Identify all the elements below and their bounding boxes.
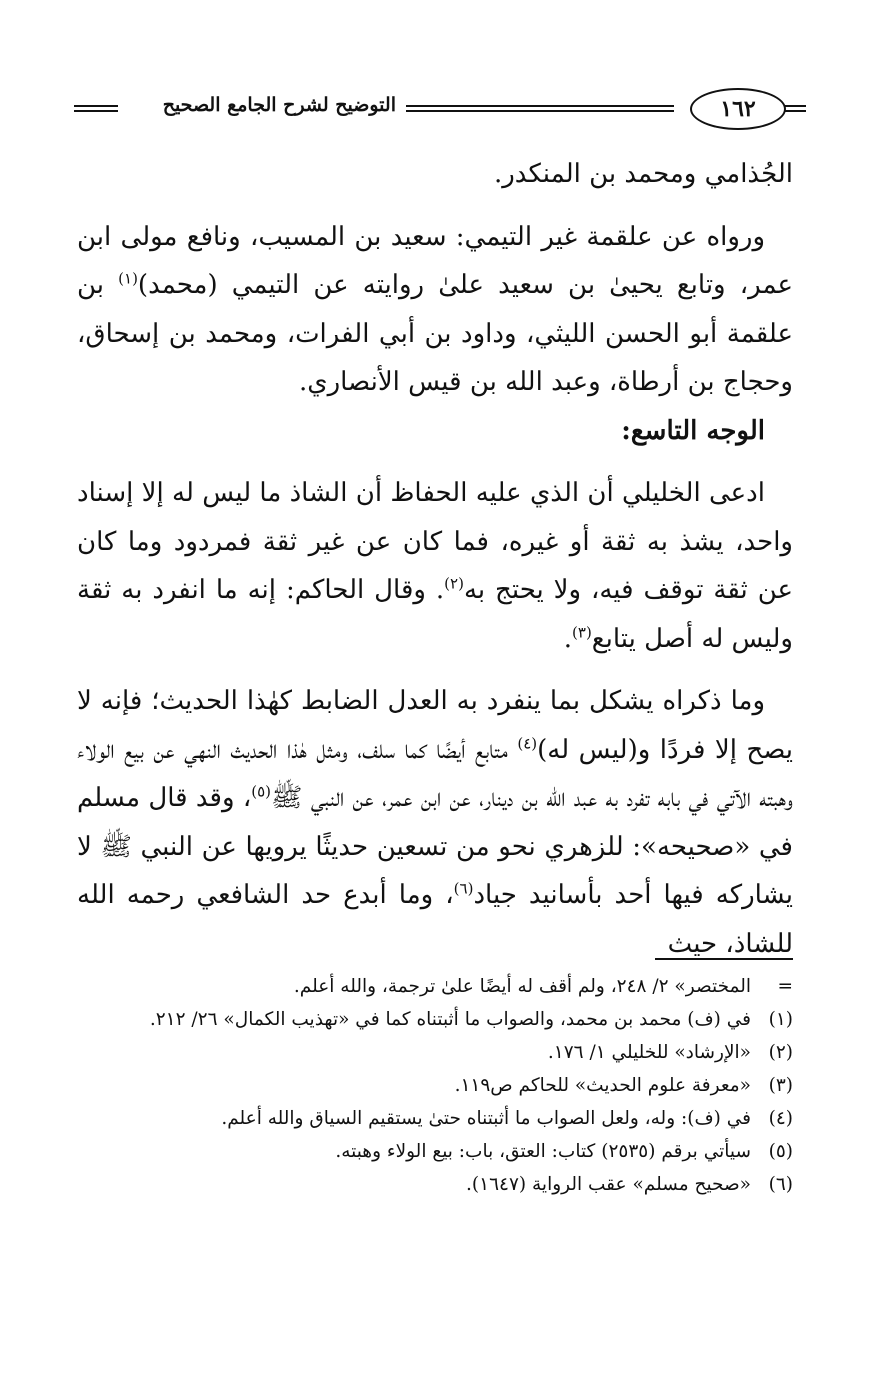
footnote-5 xyxy=(77,1135,793,1168)
footnote-mark: = xyxy=(777,976,793,997)
footnote-mark: (١) xyxy=(768,1009,793,1030)
footnote-ref-6[interactable]: (٦) xyxy=(453,879,474,898)
paragraph-2: ورواه عن علقمة غير التيمي: سعيد بن المسيب، ونافع مولى ابن عمر، وتابع يحيىٰ بن سعيد علىٰ روايته عن التيمي (محمد)$^{(١)}$ بن علقمة أبو الحسن الليثي، وداود بن أبي الفرات، ومحمد بن إسحاق، وحجاج بن أرطاة، وعبد الله بن قيس الأنصاري. xyxy=(77,221,793,397)
footnote-mark: (٥) xyxy=(768,1141,793,1162)
footnote-text: سيأتي برقم (٢٥٣٥) كتاب: العتق، باب: بيع الولاء وهبته. xyxy=(335,1141,751,1162)
footnote-text: في (ف): وله، ولعل الصواب ما أثبتناه حتىٰ يستقيم السياق والله أعلم. xyxy=(221,1108,751,1129)
footnote-text: «معرفة علوم الحديث» للحاكم ص١١٩. xyxy=(454,1075,751,1096)
page-number: ١٦٢ xyxy=(690,88,786,130)
header-rule-left xyxy=(74,105,118,112)
footnote-text: «الإرشاد» للخليلي ١/ ١٧٦. xyxy=(547,1042,751,1063)
footnote-ref-1[interactable]: (١) xyxy=(118,269,138,288)
running-title: التوضيح لشرح الجامع الصحيح xyxy=(162,94,396,116)
paragraph-1: الجُذامي ومحمد بن المنكدر. xyxy=(493,159,793,189)
footnote-text: في (ف) محمد بن محمد، والصواب ما أثبتناه كما في «تهذيب الكمال» ٢٦/ ٢١٢. xyxy=(149,1009,751,1030)
paragraph-3: ادعى الخليلي أن الذي عليه الحفاظ أن الشاذ ما ليس له إلا إسناد واحد، يشذ به ثقة أو غيره، فما كان عن غير ثقة فمردود وما كان عن ثقة توقف فيه، ولا يحتج به$^{(٢)}$. وقال الحاكم: إنه ما انفرد به ثقة وليس له أصل يتابع$^{(٣)}$. xyxy=(77,478,794,654)
footnote-ref-4[interactable]: (٤) xyxy=(517,733,538,752)
section-heading: الوجه التاسع: xyxy=(621,415,765,446)
footnote-mark: (٢) xyxy=(768,1042,793,1063)
footnote-mark: (٦) xyxy=(768,1174,793,1195)
footnote-ref-2[interactable]: (٢) xyxy=(444,574,464,593)
footnote-4 xyxy=(77,1102,793,1135)
footnote-continued xyxy=(77,970,793,1003)
footnote-2 xyxy=(77,1036,793,1069)
footnote-ref-3[interactable]: (٣) xyxy=(572,622,592,641)
footnote-mark: (٤) xyxy=(768,1108,793,1129)
footnote-text: «صحيح مسلم» عقب الرواية (١٦٤٧). xyxy=(466,1174,751,1195)
footnote-6 xyxy=(77,1168,793,1201)
footnote-text: المختصر» ٢/ ٢٤٨، ولم أقف له أيضًا علىٰ ترجمة، والله أعلم. xyxy=(293,976,751,997)
header-rule-middle xyxy=(406,105,674,112)
footnote-1 xyxy=(77,1003,793,1036)
footnote-mark: (٣) xyxy=(768,1075,793,1096)
footnote-separator xyxy=(655,958,793,960)
main-text xyxy=(77,150,793,968)
page-header xyxy=(74,88,806,134)
footnote-3 xyxy=(77,1069,793,1102)
footnotes xyxy=(77,970,793,1201)
footnote-ref-5[interactable]: (٥) xyxy=(251,782,271,801)
paragraph-4: وما ذكراه يشكل بما ينفرد به العدل الضابط كهٰذا الحديث؛ فإنه لا يصح إلا فردًا و(ليس له)$^{(٤)}$ متابع أيضًا كما سلف، ومثل هٰذا الحديث النهي عن بيع الولاء وهبته الآتي في بابه تفرد به عبد الله بن دينار، عن ابن عمر، عن النبي ﷺ$^{(٥)}$، وقد قال مسلم في «صحيحه»: للزهري نحو من تسعين حديثًا يرويها عن النبي ﷺ لا يشاركه فيها أحد بأسانيد جياد$^{(٦)}$، وما أبدع حد الشافعي رحمه الله للشاذ، حيث xyxy=(77,686,794,959)
